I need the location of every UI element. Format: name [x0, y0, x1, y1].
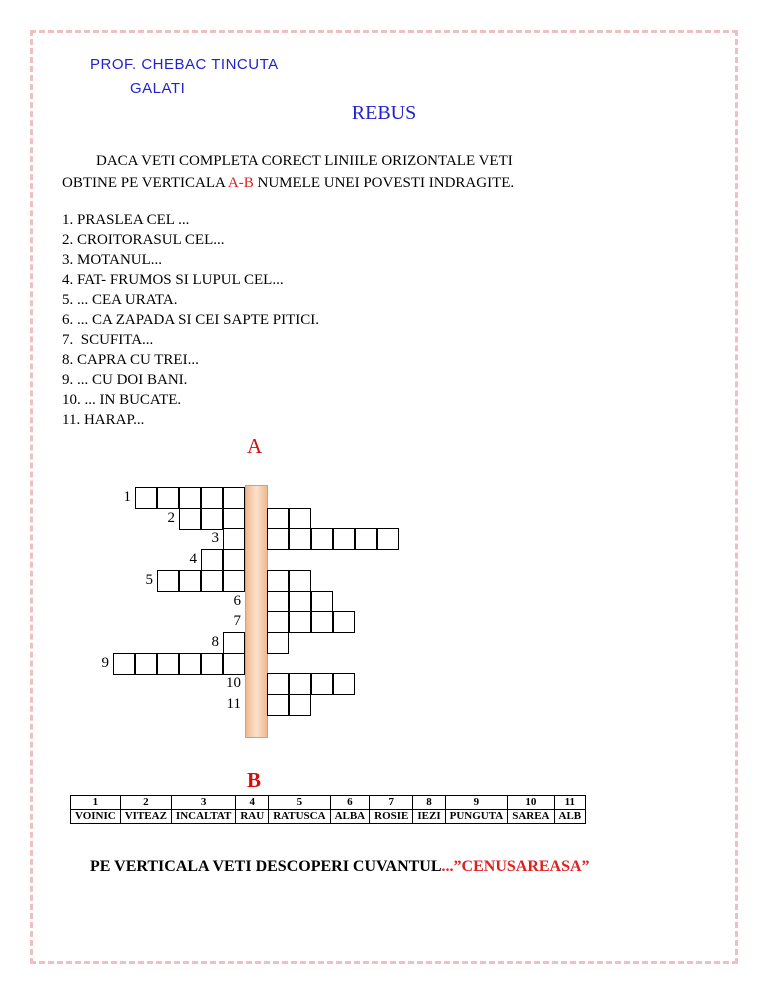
grid-cell[interactable]: [289, 611, 311, 633]
grid-cell[interactable]: [267, 528, 289, 550]
grid-cell[interactable]: [223, 549, 245, 571]
grid-cell[interactable]: [223, 508, 245, 530]
answer-number: 2: [120, 796, 171, 810]
vertical-answer-column: [245, 485, 268, 738]
grid-cell[interactable]: [267, 673, 289, 695]
grid-cell[interactable]: [289, 508, 311, 530]
grid-cell[interactable]: [311, 673, 333, 695]
grid-cell[interactable]: [289, 528, 311, 550]
answer-numbers-row: [71, 796, 586, 810]
answer-word: VITEAZ: [120, 810, 171, 824]
grid-cell[interactable]: [267, 591, 289, 613]
grid-cell[interactable]: [179, 487, 201, 509]
answer-word: ALB: [554, 810, 586, 824]
clue-list: [62, 210, 319, 430]
answer-word: ROSIE: [370, 810, 413, 824]
instructions-line-1: DACA VETI COMPLETA CORECT LINIILE ORIZONTALE VETI: [96, 153, 513, 169]
instructions-line-2: [62, 172, 514, 194]
footer-label: PE VERTICALA VETI DESCOPERI CUVANTUL: [90, 858, 442, 875]
grid-cell[interactable]: [289, 570, 311, 592]
grid-cell[interactable]: [289, 673, 311, 695]
answer-key-table: [70, 795, 586, 824]
grid-cell[interactable]: [223, 487, 245, 509]
grid-cell[interactable]: [201, 508, 223, 530]
grid-cell[interactable]: [179, 508, 201, 530]
answer-number: 9: [445, 796, 508, 810]
grid-cell[interactable]: [157, 487, 179, 509]
grid-cell[interactable]: [135, 653, 157, 675]
clue-item: 5. ... CEA URATA.: [62, 292, 178, 308]
grid-cell[interactable]: [223, 632, 245, 654]
answer-words-row: [71, 810, 586, 824]
row-number: 5: [145, 572, 153, 588]
grid-cell[interactable]: [333, 673, 355, 695]
author-city: GALATI: [130, 80, 186, 97]
answer-word: RAU: [236, 810, 269, 824]
grid-cell[interactable]: [289, 591, 311, 613]
instructions-text: NUMELE UNEI POVESTI INDRAGITE.: [253, 175, 515, 191]
footer-answer: ...”CENUSAREASA”: [441, 858, 590, 875]
answer-word: SAREA: [508, 810, 554, 824]
answer-word: RATUSCA: [269, 810, 330, 824]
row-number: 6: [233, 593, 241, 609]
grid-cell[interactable]: [267, 508, 289, 530]
grid-cell[interactable]: [157, 570, 179, 592]
vertical-label: A-B: [227, 175, 254, 191]
grid-cell[interactable]: [135, 487, 157, 509]
grid-cell[interactable]: [311, 528, 333, 550]
grid-cell[interactable]: [113, 653, 135, 675]
label-a: A: [247, 434, 263, 458]
clue-item: 11. HARAP...: [62, 412, 145, 428]
clue-item: 9. ... CU DOI BANI.: [62, 372, 188, 388]
grid-cell[interactable]: [201, 487, 223, 509]
answer-number: 10: [508, 796, 554, 810]
row-number: 2: [167, 510, 175, 526]
answer-word: PUNGUTA: [445, 810, 508, 824]
row-number: 4: [189, 551, 197, 567]
grid-cell[interactable]: [201, 570, 223, 592]
answer-word: VOINIC: [71, 810, 121, 824]
row-number: 8: [211, 634, 219, 650]
grid-cell[interactable]: [377, 528, 399, 550]
grid-cell[interactable]: [333, 611, 355, 633]
clue-item: 7. SCUFITA...: [62, 332, 154, 348]
row-number: 1: [123, 489, 131, 505]
label-b: B: [247, 768, 262, 792]
clue-item: 1. PRASLEA CEL ...: [62, 212, 190, 228]
answer-number: 6: [330, 796, 370, 810]
answer-word: IEZI: [413, 810, 445, 824]
row-number: 11: [226, 696, 241, 712]
answer-word: ALBA: [330, 810, 370, 824]
grid-cell[interactable]: [223, 570, 245, 592]
answer-number: 4: [236, 796, 269, 810]
grid-cell[interactable]: [311, 611, 333, 633]
page-title: REBUS: [351, 102, 417, 124]
grid-cell[interactable]: [267, 694, 289, 716]
row-number: 3: [211, 530, 219, 546]
grid-cell[interactable]: [223, 653, 245, 675]
grid-cell[interactable]: [179, 570, 201, 592]
clue-item: 8. CAPRA CU TREI...: [62, 352, 199, 368]
grid-cell[interactable]: [201, 549, 223, 571]
row-number: 7: [233, 613, 241, 629]
grid-cell[interactable]: [333, 528, 355, 550]
answer-number: 7: [370, 796, 413, 810]
grid-cell[interactable]: [355, 528, 377, 550]
instructions: [62, 150, 514, 194]
answer-number: 11: [554, 796, 586, 810]
author-name: PROF. CHEBAC TINCUTA: [90, 56, 279, 73]
grid-cell[interactable]: [201, 653, 223, 675]
clue-item: 2. CROITORASUL CEL...: [62, 232, 225, 248]
clue-item: 10. ... IN BUCATE.: [62, 392, 182, 408]
grid-cell[interactable]: [179, 653, 201, 675]
grid-cell[interactable]: [267, 570, 289, 592]
footer-text: [90, 858, 590, 876]
grid-cell[interactable]: [267, 611, 289, 633]
clue-item: 6. ... CA ZAPADA SI CEI SAPTE PITICI.: [62, 312, 319, 328]
clue-item: 4. FAT- FRUMOS SI LUPUL CEL...: [62, 272, 284, 288]
grid-cell[interactable]: [267, 632, 289, 654]
answer-number: 8: [413, 796, 445, 810]
answer-word: INCALTAT: [171, 810, 235, 824]
grid-cell[interactable]: [311, 591, 333, 613]
row-number: 10: [226, 675, 241, 691]
grid-cell[interactable]: [289, 694, 311, 716]
grid-cell[interactable]: [157, 653, 179, 675]
row-number: 9: [101, 655, 109, 671]
answer-number: 5: [269, 796, 330, 810]
clue-item: 3. MOTANUL...: [62, 252, 163, 268]
answer-number: 1: [71, 796, 121, 810]
answer-number: 3: [171, 796, 235, 810]
instructions-text: OBTINE PE VERTICALA: [62, 175, 228, 191]
grid-cell[interactable]: [223, 528, 245, 550]
